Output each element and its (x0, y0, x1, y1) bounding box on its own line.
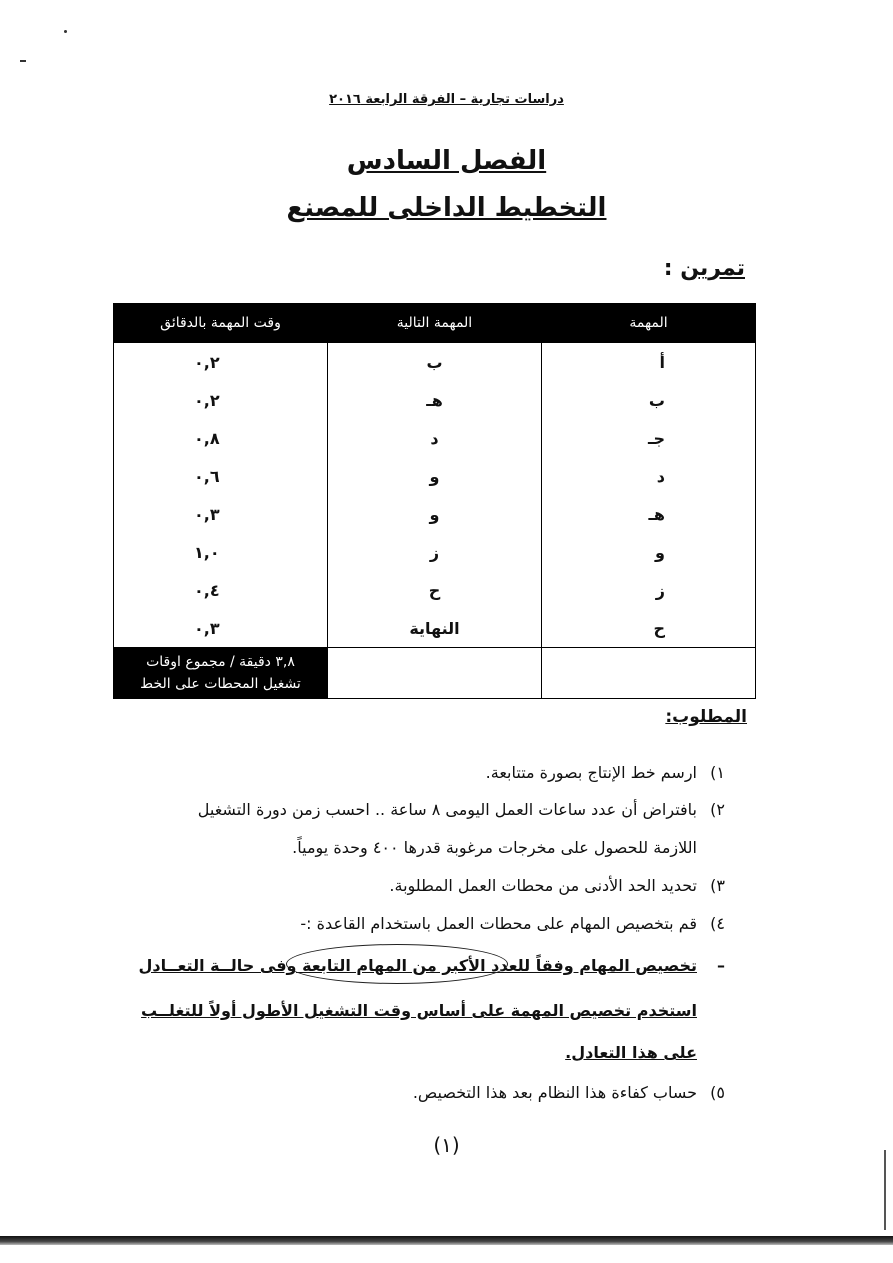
table-row (114, 609, 756, 648)
time-cell: ٠,٢ (114, 381, 328, 419)
requirement-item (486, 763, 725, 782)
empty-cell (542, 648, 756, 699)
requirement-item (413, 1083, 725, 1102)
rule-dash: – (717, 956, 725, 975)
table-row (114, 343, 756, 382)
table-header-row (114, 304, 756, 343)
rule-text: على هذا التعادل. (565, 1043, 697, 1062)
time-cell: ٠,٣ (114, 495, 328, 533)
requirement-continuation (292, 838, 697, 857)
next-task-cell: ز (328, 533, 542, 571)
table-row (114, 457, 756, 495)
task-cell: و (542, 533, 756, 571)
scan-speck (64, 30, 67, 33)
next-task-cell: ب (328, 343, 542, 382)
task-table (113, 303, 756, 699)
next-task-cell: و (328, 495, 542, 533)
header-task-time: وقت المهمة بالدقائق (114, 304, 328, 343)
requirement-number: ٢) (710, 800, 725, 819)
next-task-cell: النهاية (328, 609, 542, 648)
rule-text: استخدم تخصيص المهمة على أساس وقت التشغيل الأطول أولاً للتغلــب (141, 1001, 697, 1020)
rule-text: تخصيص المهام وفقاً للعدد الأكبر من المهام التابعة وفى حالــة التعــادل (138, 956, 697, 975)
page-number: (١) (433, 1133, 460, 1157)
requirement-number: ٥) (710, 1083, 725, 1102)
requirement-item (389, 876, 725, 895)
total-time-line: ٣,٨ دقيقة / مجموع اوقات (146, 654, 295, 670)
time-cell: ٠,٤ (114, 571, 328, 609)
table-row (114, 381, 756, 419)
requirement-number: ٣) (710, 876, 725, 895)
header-next-task: المهمة التالية (328, 304, 542, 343)
scan-bottom-bar (0, 1236, 893, 1245)
time-cell: ٠,٢ (114, 343, 328, 382)
task-cell: د (542, 457, 756, 495)
requirement-text: تحديد الحد الأدنى من محطات العمل المطلوبة. (389, 876, 697, 895)
requirement-text: بافتراض أن عدد ساعات العمل اليومى ٨ ساعة .. احسب زمن دورة التشغيل (197, 800, 697, 819)
next-task-cell: هـ (328, 381, 542, 419)
time-cell: ٠,٨ (114, 419, 328, 457)
requirement-text: ارسم خط الإنتاج بصورة متتابعة. (485, 763, 697, 782)
requirement-number: ١) (710, 763, 725, 782)
exercise-label: تمرين (680, 256, 745, 281)
task-cell: أ (542, 343, 756, 382)
scan-speck (20, 60, 26, 62)
table-row (114, 571, 756, 609)
table-row (114, 533, 756, 571)
table-row (114, 495, 756, 533)
hand-drawn-circle (286, 944, 508, 984)
total-time-cell (114, 648, 328, 699)
next-task-cell: و (328, 457, 542, 495)
total-time-line: تشغيل المحطات على الخط (140, 676, 301, 692)
requirement-number: ٤) (710, 914, 725, 933)
rule-line (565, 1043, 697, 1062)
scan-edge-mark (884, 1150, 886, 1230)
task-cell: ح (542, 609, 756, 648)
subject-title: التخطيط الداخلى للمصنع (286, 193, 607, 223)
empty-cell (328, 648, 542, 699)
requirement-text: اللازمة للحصول على مخرجات مرغوبة قدرها ٤٠٠ وحدة يومياً. (292, 838, 697, 857)
exercise-colon: : (663, 256, 673, 281)
table-row (114, 419, 756, 457)
exercise-heading (664, 256, 745, 281)
time-cell: ٠,٣ (114, 609, 328, 648)
next-task-cell: د (328, 419, 542, 457)
time-cell: ٠,٦ (114, 457, 328, 495)
task-cell: هـ (542, 495, 756, 533)
requirement-item (300, 914, 725, 933)
table-total-row (114, 648, 756, 699)
requirement-text: قم بتخصيص المهام على محطات العمل باستخدام القاعدة :- (300, 914, 697, 933)
time-cell: ١,٠ (114, 533, 328, 571)
chapter-title: الفصل السادس (346, 146, 547, 176)
task-cell: جـ (542, 419, 756, 457)
task-cell: ب (542, 381, 756, 419)
rule-line (141, 1001, 697, 1020)
requirement-item (198, 800, 725, 819)
task-cell: ز (542, 571, 756, 609)
course-header: دراسات تجارية – الفرقة الرابعة ٢٠١٦ (329, 92, 564, 107)
required-heading: المطلوب: (665, 707, 747, 727)
next-task-cell: ح (328, 571, 542, 609)
header-task: المهمة (542, 304, 756, 343)
requirement-text: حساب كفاءة هذا النظام بعد هذا التخصيص. (412, 1083, 697, 1102)
